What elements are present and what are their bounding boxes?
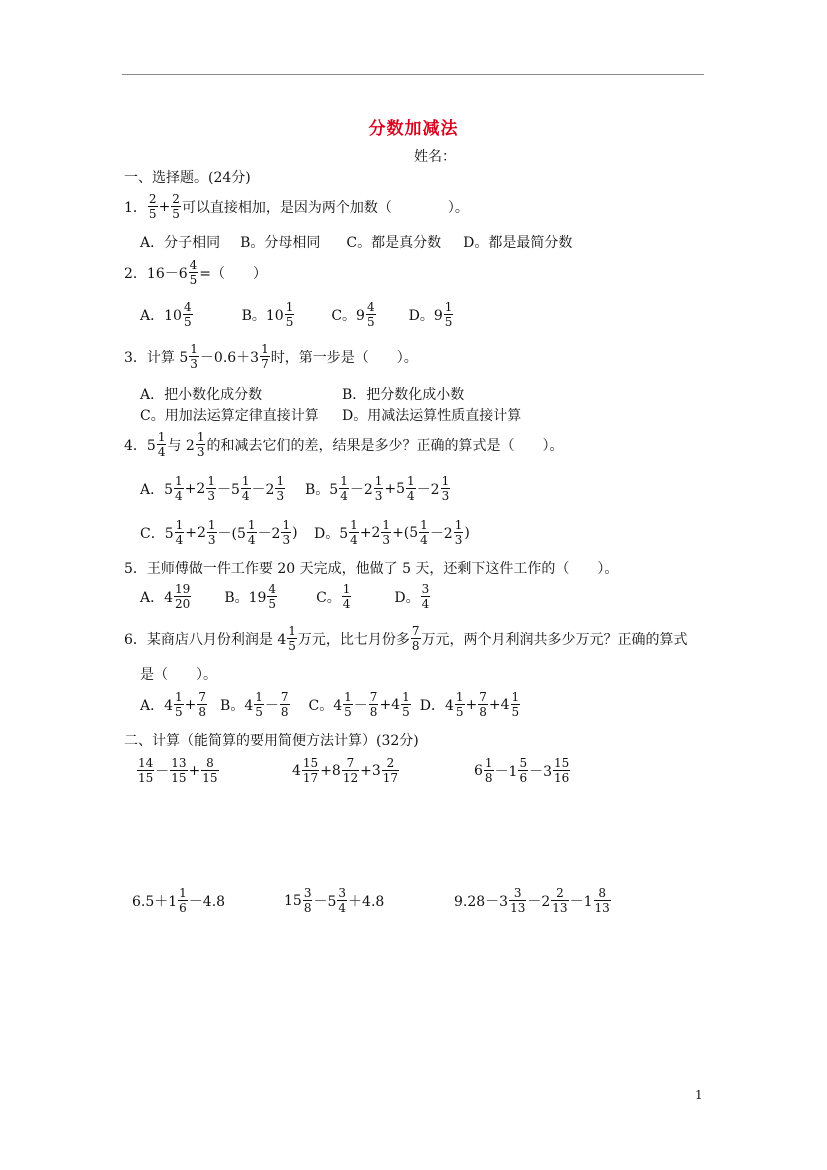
- q6-options: A．4 $\frac{1}{5}$ + $\frac{7}{8}$ B。4 $\frac{1}{5}$ － $\frac{7}{8}$ C。4 $\frac{1}{5}$ － $\frac{7}{8}$ +4 $\frac{1}{5}$ D．4 $\frac{1}{5}$ + $\frac{7}{8}$ +4 $\frac{1}{5}$: [140, 690, 520, 719]
- q5-options: A．4 $\frac{19}{20}$ B。19 $\frac{4}{5}$ C。 $\frac{1}{4}$ D。 $\frac{3}{4}$: [140, 582, 430, 611]
- q3-option-b: B．把分数化成小数: [342, 387, 465, 403]
- q4-option-c: C．5 $\frac{1}{4}$ +2 $\frac{1}{3}$ －(5 $\frac{1}{4}$ －2 $\frac{1}{3}$ ): [140, 518, 298, 547]
- question-6-cont: 是（ ）。: [140, 667, 217, 683]
- calc-3: 6 $\frac{1}{8}$ －1 $\frac{5}{6}$ －3 $\frac{15}{16}$: [474, 756, 570, 785]
- q2-frac: $\frac{4}{5}$: [189, 258, 198, 287]
- calc-1: $\frac{14}{15}$ － $\frac{13}{15}$ + $\frac{8}{15}$: [138, 756, 218, 785]
- page-number: 1: [695, 1088, 703, 1102]
- calc-6: 9.28－3 $\frac{3}{13}$ －2 $\frac{2}{13}$ －1 $\frac{8}{13}$: [454, 886, 610, 915]
- q1-option-a: A．分子相同: [140, 235, 221, 251]
- calc-2: 4 $\frac{15}{17}$ +8 $\frac{7}{12}$ +3 $\frac{2}{17}$: [292, 756, 399, 785]
- q3-option-a: A．把小数化成分数: [140, 387, 263, 403]
- question-6: 6．某商店八月份利润是 4 $\frac{1}{5}$ 万元，比七月份多 $\frac{7}{8}$ 万元，两个月利润共多少万元？正确的算式: [124, 624, 688, 653]
- question-4: 4．5 $\frac{1}{4}$ 与 2 $\frac{1}{3}$ 的和减去它们的差，结果是多少？正确的算式是（ ）。: [124, 430, 564, 459]
- question-1: 1． $\frac{2}{5}$ + $\frac{2}{5}$ 可以直接相加，是因为两个加数（ ）。: [124, 192, 469, 221]
- q2-options: A．10 $\frac{4}{5}$ B。10 $\frac{1}{5}$ C。9 $\frac{4}{5}$ D。9 $\frac{1}{5}$: [140, 300, 453, 329]
- q3-option-c: C。用加法运算定律直接计算: [140, 408, 319, 424]
- q1-option-c: C。都是真分数: [346, 235, 442, 251]
- q1-text: 可以直接相加，是因为两个加数（ ）。: [181, 199, 469, 216]
- name-label: 姓名：: [414, 149, 456, 165]
- question-5: 5．王师傅做一件工作要 20 天完成，他做了 5 天，还剩下这件工作的（ ）。: [124, 561, 619, 577]
- calc-4: 6.5＋1 $\frac{1}{6}$ －4.8: [132, 886, 226, 915]
- question-2: 2． 16－6 $\frac{4}{5}$ =（ ）: [124, 258, 268, 287]
- header-rule: [122, 74, 704, 75]
- q1-frac-2: $\frac{2}{5}$: [172, 192, 180, 221]
- q4-option-d: D。5 $\frac{1}{4}$ +2 $\frac{1}{3}$ +(5 $\frac{1}{4}$ －2 $\frac{1}{3}$ ): [314, 518, 470, 547]
- q1-options: [140, 232, 572, 252]
- q4-option-a: A．5 $\frac{1}{4}$ +2 $\frac{1}{3}$ －5 $\frac{1}{4}$ －2 $\frac{1}{3}$: [140, 474, 285, 503]
- q4-option-b: B。5 $\frac{1}{4}$ －2 $\frac{1}{3}$ +5 $\frac{1}{4}$ －2 $\frac{1}{3}$: [305, 474, 450, 503]
- q1-num: 1．: [124, 199, 147, 216]
- page-title: 分数加减法: [368, 119, 459, 139]
- section2-heading: 二、计算（能简算的要用简便方法计算）(32分): [124, 733, 419, 749]
- q1-frac-1: $\frac{2}{5}$: [148, 192, 157, 221]
- question-3: 3．计算 5 $\frac{1}{3}$ －0.6＋3 $\frac{1}{7}$ 时，第一步是（ ）。: [124, 342, 418, 371]
- section1-heading: 一、选择题。(24分): [124, 170, 251, 186]
- q1-option-d: D。都是最简分数: [463, 235, 573, 251]
- q3-option-d: D。用减法运算性质直接计算: [342, 408, 522, 424]
- q1-option-b: B。分母相同: [240, 235, 321, 251]
- calc-5: 15 $\frac{3}{8}$ －5 $\frac{3}{4}$ ＋4.8: [284, 886, 385, 915]
